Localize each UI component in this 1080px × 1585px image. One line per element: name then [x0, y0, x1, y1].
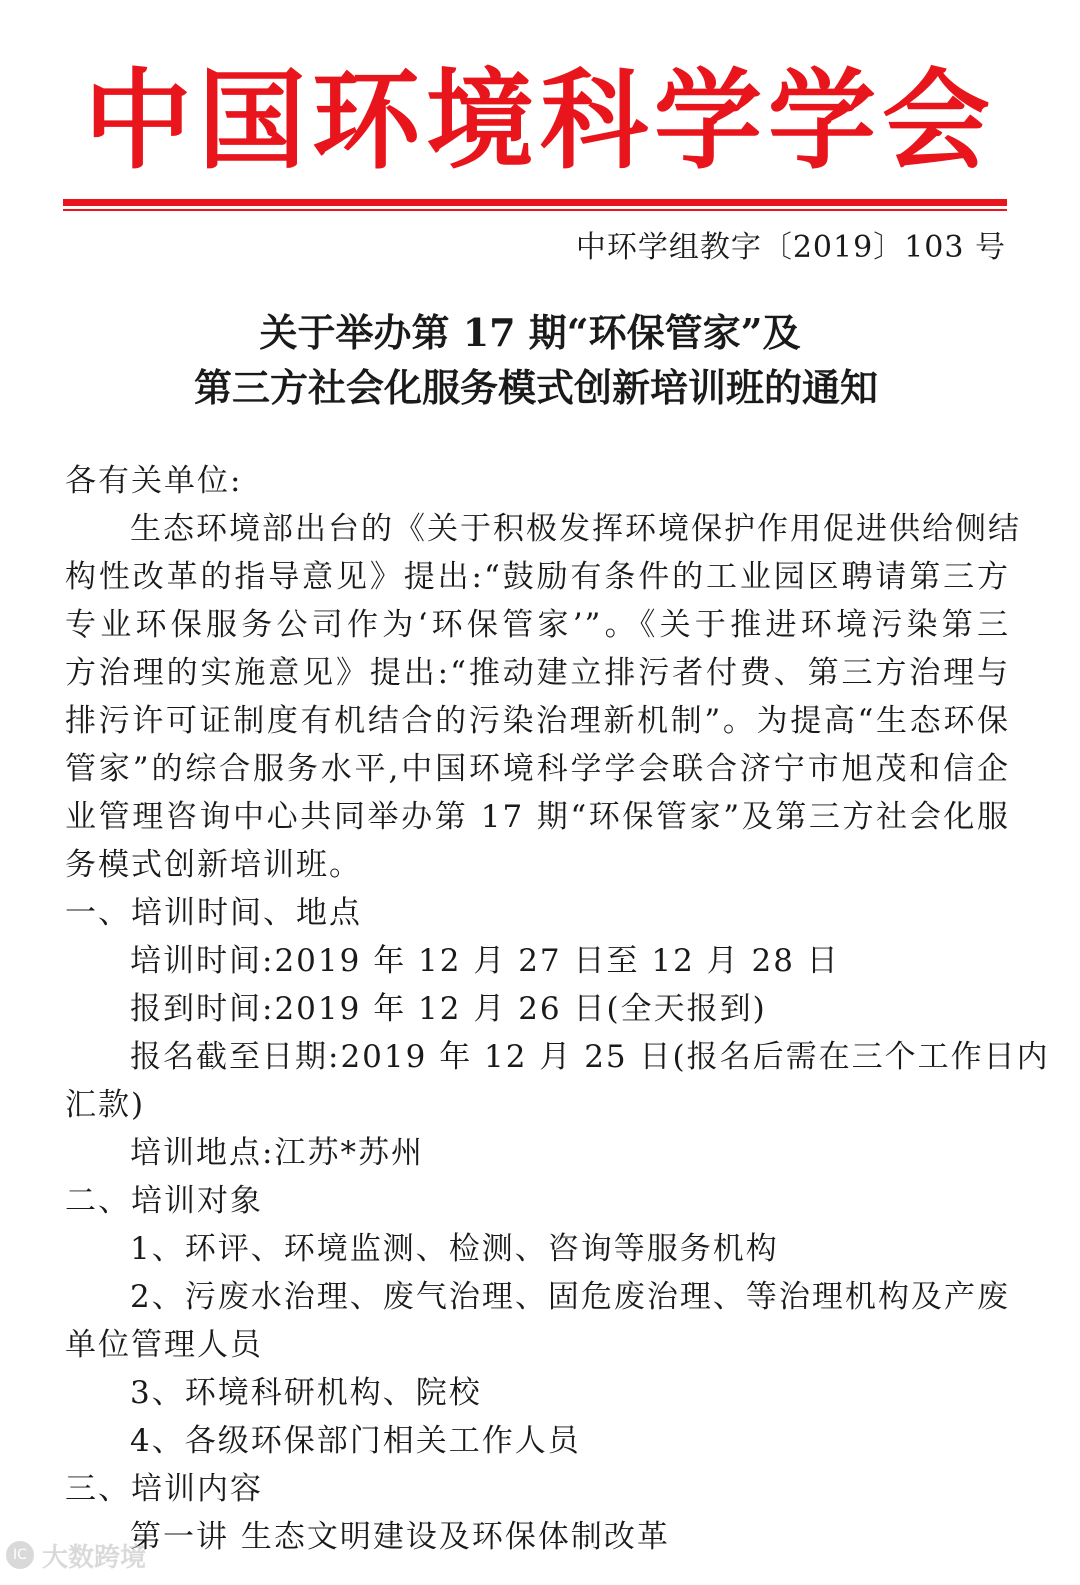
watermark	[4, 1533, 146, 1577]
registration-time: 报到时间:2019 年 12 月 26 日(全天报到)	[130, 991, 767, 1027]
registration-deadline-cont: 汇款)	[65, 1087, 146, 1123]
training-time: 培训时间:2019 年 12 月 27 日至 12 月 28 日	[130, 943, 840, 979]
section-heading-3: 三、培训内容	[65, 1471, 263, 1507]
paragraph-line: 业管理咨询中心共同举办第 17 期“环保管家”及第三方社会化服	[65, 799, 1010, 835]
paragraph-line: 排污许可证制度有机结合的污染治理新机制”。为提高“生态环保	[65, 703, 1010, 739]
notice-title-line-2: 第三方社会化服务模式创新培训班的通知	[193, 365, 878, 410]
paragraph-line: 专业环保服务公司作为‘环保管家’”。《关于推进环境污染第三	[65, 607, 1010, 643]
list-item: 4、各级环保部门相关工作人员	[130, 1423, 581, 1459]
watermark-text: 大数跨境	[42, 1542, 147, 1573]
section-heading-2: 二、培训对象	[65, 1183, 263, 1219]
red-header-rule	[63, 199, 1007, 206]
registration-deadline: 报名截至日期:2019 年 12 月 25 日(报名后需在三个工作日内	[130, 1039, 1050, 1075]
training-location: 培训地点:江苏*苏州	[130, 1135, 424, 1171]
organization-name: 中国环境科学学会	[83, 59, 996, 184]
list-item: 2、污废水治理、废气治理、固危废治理、等治理机构及产废	[130, 1279, 1010, 1315]
watermark-logo-icon: IC	[4, 1539, 36, 1571]
paragraph-line: 生态环境部出台的《关于积极发挥环境保护作用促进供给侧结	[130, 511, 1021, 547]
paragraph-line: 管家”的综合服务水平,中国环境科学学会联合济宁市旭茂和信企	[65, 751, 1010, 787]
paragraph-line: 务模式创新培训班。	[65, 847, 362, 883]
list-item: 3、环境科研机构、院校	[130, 1375, 482, 1411]
notice-title-line-1: 关于举办第 17 期“环保管家”及	[259, 310, 801, 355]
list-item: 1、环评、环境监测、检测、咨询等服务机构	[130, 1231, 779, 1267]
paragraph-line: 方治理的实施意见》提出:“推动建立排污者付费、第三方治理与	[65, 655, 1010, 691]
document-number: 中环学组教字〔2019〕103 号	[575, 230, 1006, 265]
paragraph-line: 构性改革的指导意见》提出:“鼓励有条件的工业园区聘请第三方	[65, 559, 1010, 595]
section-heading-1: 一、培训时间、地点	[65, 895, 362, 931]
lecture-item: 第一讲 生态文明建设及环保体制改革	[130, 1519, 670, 1555]
list-item-cont: 单位管理人员	[65, 1327, 263, 1363]
salutation: 各有关单位:	[65, 463, 243, 499]
